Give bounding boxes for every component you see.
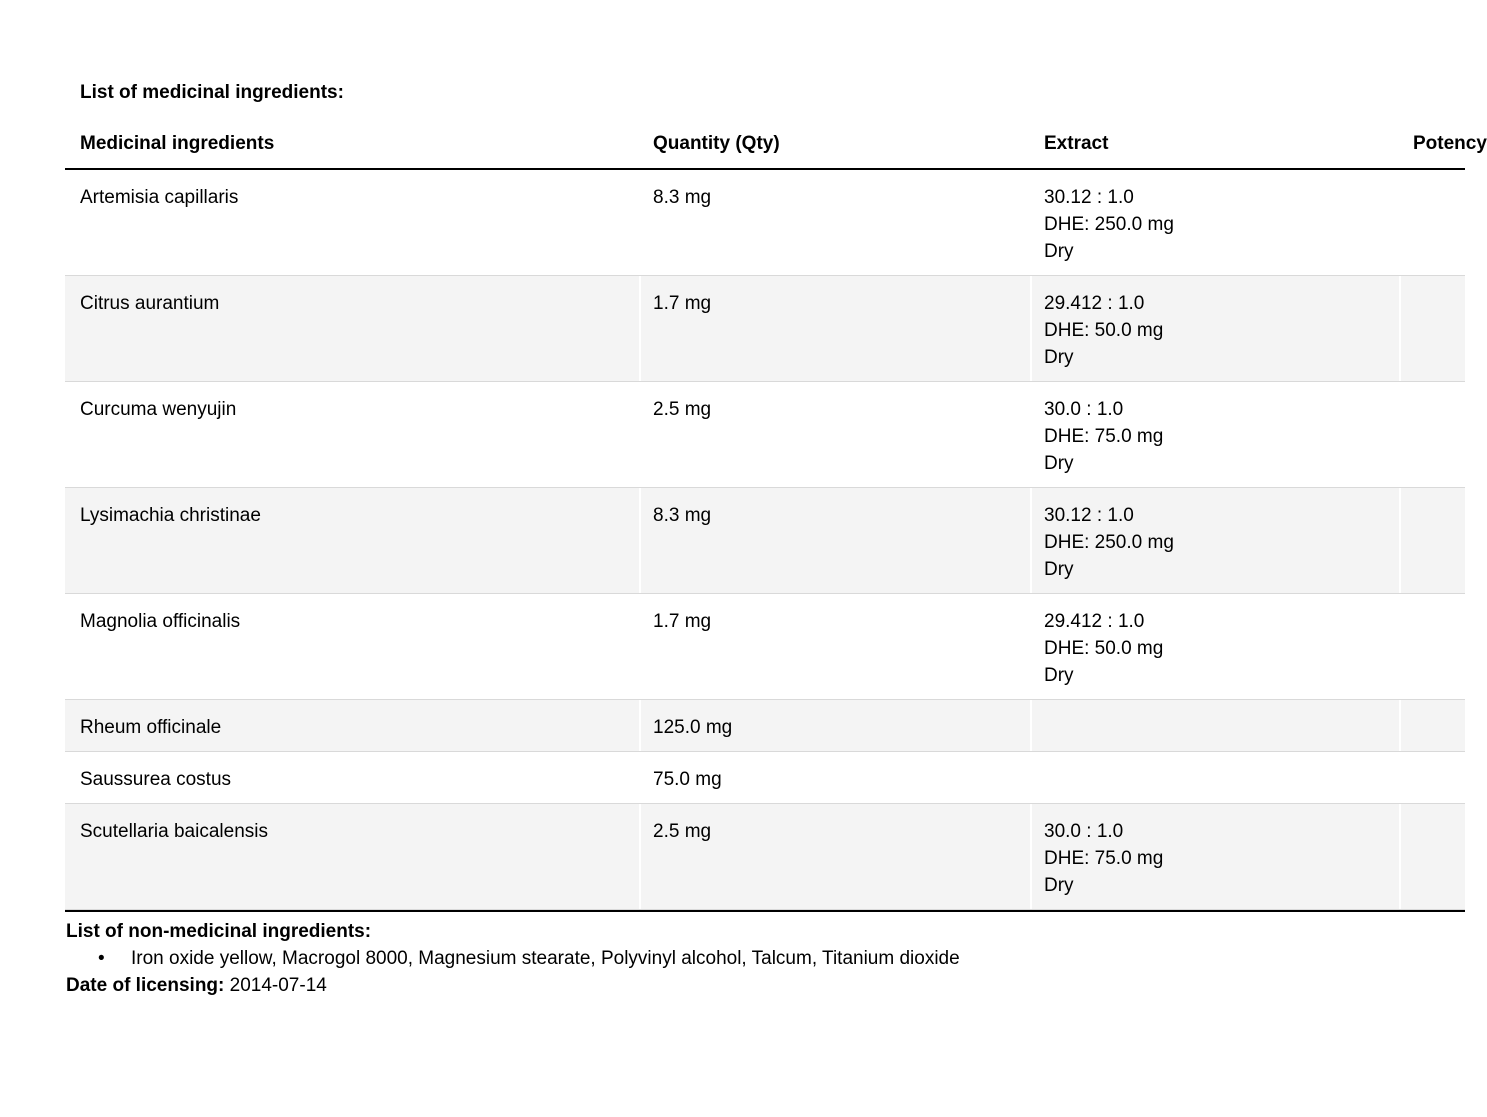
ingredient-name-cell: Rheum officinale xyxy=(80,717,222,738)
non-medicinal-ingredients-text: Iron oxide yellow, Macrogol 8000, Magnesium stearate, Polyvinyl alcohol, Talcum, Titanium dioxide xyxy=(131,948,960,969)
extract-line: 30.0 : 1.0 xyxy=(1044,821,1124,842)
extract-line: Dry xyxy=(1044,241,1074,262)
header-quantity: Quantity (Qty) xyxy=(653,133,780,154)
extract-line: DHE: 50.0 mg xyxy=(1044,638,1164,659)
non-medicinal-list-item xyxy=(66,945,960,972)
table-row xyxy=(65,804,1465,910)
quantity-cell: 8.3 mg xyxy=(653,505,712,526)
ingredient-name-cell: Artemisia capillaris xyxy=(80,187,239,208)
extract-cell xyxy=(1044,502,1174,583)
table-row xyxy=(65,488,1465,594)
extract-line: Dry xyxy=(1044,559,1074,580)
extract-cell xyxy=(1044,608,1163,689)
ingredient-name-cell: Scutellaria baicalensis xyxy=(80,821,268,842)
licensing-date-line xyxy=(66,972,960,999)
table-body xyxy=(65,170,1465,910)
extract-line: DHE: 50.0 mg xyxy=(1044,320,1164,341)
extract-line: Dry xyxy=(1044,875,1074,896)
licensing-date-value: 2014-07-14 xyxy=(229,975,327,996)
extract-cell xyxy=(1044,290,1163,371)
extract-cell xyxy=(1044,396,1163,477)
bullet-marker: • xyxy=(98,948,105,969)
column-divider xyxy=(1399,488,1401,593)
extract-line: Dry xyxy=(1044,347,1074,368)
table-row xyxy=(65,594,1465,700)
header-potency: Potency xyxy=(1413,133,1487,154)
extract-line: DHE: 75.0 mg xyxy=(1044,848,1164,869)
extract-line: 30.12 : 1.0 xyxy=(1044,505,1134,526)
extract-line: Dry xyxy=(1044,665,1074,686)
table-row xyxy=(65,700,1465,752)
non-medicinal-ingredients-title: List of non-medicinal ingredients: xyxy=(66,921,372,942)
licensing-date-label: Date of licensing: xyxy=(66,975,225,996)
table-row xyxy=(65,170,1465,276)
ingredient-name-cell: Citrus aurantium xyxy=(80,293,220,314)
extract-line: 29.412 : 1.0 xyxy=(1044,611,1145,632)
extract-line: Dry xyxy=(1044,453,1074,474)
quantity-cell: 1.7 mg xyxy=(653,293,712,314)
ingredient-name-cell: Magnolia officinalis xyxy=(80,611,241,632)
ingredient-name-cell: Saussurea costus xyxy=(80,769,232,790)
column-divider xyxy=(1399,804,1401,909)
quantity-cell: 1.7 mg xyxy=(653,611,712,632)
quantity-cell: 125.0 mg xyxy=(653,717,733,738)
table-row xyxy=(65,752,1465,804)
table-row xyxy=(65,276,1465,382)
medicinal-ingredients-title: List of medicinal ingredients: xyxy=(80,82,344,103)
ingredient-name-cell: Lysimachia christinae xyxy=(80,505,261,526)
table-row xyxy=(65,382,1465,488)
quantity-cell: 8.3 mg xyxy=(653,187,712,208)
extract-cell xyxy=(1044,818,1163,899)
extract-line: 30.12 : 1.0 xyxy=(1044,187,1134,208)
extract-line: 29.412 : 1.0 xyxy=(1044,293,1145,314)
column-divider xyxy=(1399,700,1401,751)
document-footer xyxy=(66,918,960,999)
quantity-cell: 2.5 mg xyxy=(653,821,712,842)
extract-line: DHE: 250.0 mg xyxy=(1044,214,1174,235)
extract-line: DHE: 250.0 mg xyxy=(1044,532,1174,553)
extract-line: 30.0 : 1.0 xyxy=(1044,399,1124,420)
table-header-row xyxy=(65,128,1487,170)
header-medicinal-ingredients: Medicinal ingredients xyxy=(80,133,275,154)
column-divider xyxy=(1399,276,1401,381)
quantity-cell: 75.0 mg xyxy=(653,769,722,790)
quantity-cell: 2.5 mg xyxy=(653,399,712,420)
extract-cell xyxy=(1044,184,1174,265)
header-extract: Extract xyxy=(1044,133,1109,154)
extract-line: DHE: 75.0 mg xyxy=(1044,426,1164,447)
medicinal-ingredients-table xyxy=(65,128,1487,912)
ingredient-name-cell: Curcuma wenyujin xyxy=(80,399,237,420)
